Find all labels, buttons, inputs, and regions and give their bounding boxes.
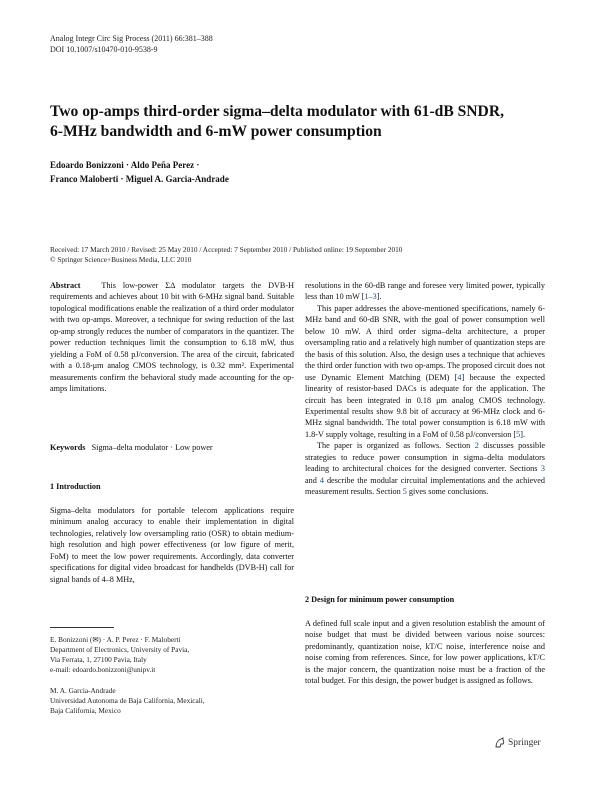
introduction-text — [50, 505, 294, 585]
author-list — [50, 158, 229, 186]
citation-link[interactable]: 1–3 — [364, 292, 377, 302]
affiliation-2-name: M. A. Garcia-Andrade — [50, 686, 116, 695]
abstract-label: Abstract — [50, 281, 81, 290]
keywords-text: Sigma–delta modulator · Low power — [91, 443, 213, 452]
intro-continued-p3: The paper is organized as follows. Section 2 discusses possible strategies to reduce power consumption in sigma–delta modulators leading to architectural choices for the designed converter. Sections 3 and 4 describe the modular circuital implementations and the achieved measurement results. Section 5 gives some conclusions. — [305, 441, 546, 497]
citation-link[interactable]: 5 — [516, 429, 521, 439]
keywords-label: Keywords — [50, 443, 86, 452]
section-link[interactable]: 4 — [319, 475, 324, 485]
publisher-logo — [494, 737, 541, 749]
affiliation-2-university: Universidad Autonoma de Baja California, Mexicali, — [50, 696, 205, 705]
section-heading-introduction: 1 Introduction — [50, 482, 101, 491]
intro-continued — [305, 280, 545, 498]
intro-paragraph: Sigma–delta modulators for portable telecom applications require minimum analog accuracy to enable their implementation in digital technologies, relatively low oversampling ratio (OSR) to obtain medium-high resolution and high power effectiveness (or low figure of merit, FoM) to meet the low power requirements. Accordingly, data converter specifications for digital video broadcast for handhelds (DVB-H) call for signal bands of 4–8 MHz, — [50, 506, 294, 584]
publication-dates — [50, 245, 402, 265]
affiliation-1-email[interactable]: e-mail: edoardo.bonizzoni@unipv.it — [50, 665, 156, 674]
publisher-name: Springer — [508, 738, 541, 748]
intro-continued-p2: This paper addresses the above-mentioned specifications, namely 6-MHz band and 60-dB SNR, with the goal of power consumption well below 10 mW. A third order sigma–delta architecture, a proper oversampling ratio and a relatively high number of quantization steps are the basis of this solution. Also, the design uses a technique that achieves the third order function with two op-amps. The proposed circuit does not use Dynamic Element Matching (DEM) [4] because the expected linearity of resistor-based DACs is adequate for the application. The circuit has been integrated in 0.18 μm analog CMOS technology. Experimental results show 9.8 bit of accuracy at 96-MHz clock and 6-MHz signal bandwidth. The total power consumption is 6.18 mW with 1.8-V supply voltage, resulting in a FoM of 0.58 pJ/conversion [5]. — [305, 303, 545, 439]
footnote-divider — [50, 627, 114, 628]
design-section-text — [305, 618, 545, 687]
affiliation-2 — [50, 686, 205, 716]
journal-header — [50, 33, 213, 55]
affiliation-1-dept: Department of Electronics, University of Pavia, — [50, 645, 190, 654]
abstract — [50, 280, 294, 395]
paper-title: Two op-amps third-order sigma–delta modulator with 61-dB SNDR, 6-MHz bandwidth and 6-mW power consumption — [50, 103, 504, 140]
dates-line: Received: 17 March 2010 / Revised: 25 May 2010 / Accepted: 7 September 2010 / Published online: 19 September 2010 — [50, 245, 403, 254]
intro-continued-p1: resolutions in the 60-dB range and foresee very limited power, typically less than 10 mW [1–3]. — [305, 281, 545, 302]
affiliation-1-address: Via Ferrata, 1, 27100 Pavia, Italy — [50, 655, 147, 664]
affiliation-1 — [50, 635, 189, 675]
design-paragraph: A defined full scale input and a given resolution establish the amount of noise budget that must be divided between various noise sources: predominantly, quantization noise, kT/C noise, interference noise and noise coming from references. Since, for low power applications, kT/C is the major concern, the quantization noise must be a fraction of the total budget. For this design, the power budget is assigned as follows. — [305, 619, 545, 686]
springer-horse-icon — [494, 737, 506, 749]
citation-link[interactable]: 4 — [457, 372, 462, 382]
author-line-1: Edoardo Bonizzoni · Aldo Peña Perez · — [50, 160, 200, 170]
copyright-line: © Springer Science+Business Media, LLC 2010 — [50, 255, 192, 264]
section-link[interactable]: 5 — [402, 487, 407, 497]
keywords — [50, 443, 213, 452]
section-link[interactable]: 2 — [474, 441, 479, 451]
section-link[interactable]: 3 — [540, 464, 545, 474]
abstract-text: This low-power ΣΔ modulator targets the DVB-H requirements and achieves about 10 bit with 6-MHz signal band. Suitable topological modifications enable the realization of a third order modulator with two op-amps. Moreover, a technique for swing reduction of the last op-amp strongly reduces the number of comparators in the quantizer. The power reduction techniques limit the consumption to 6.18 mW, thus yielding a FoM of 0.58 pJ/conversion. The area of the circuit, fabricated with a 0.18-μm analog CMOS technology, is 0.32 mm². Experimental measurements confirm the behavioral study made accounting for the op-amps limitations. — [50, 281, 294, 394]
journal-citation: Analog Integr Circ Sig Process (2011) 66:381–388 — [50, 34, 213, 43]
affiliation-1-names: E. Bonizzoni (✉) · A. P. Perez · F. Maloberti — [50, 635, 181, 644]
doi: DOI 10.1007/s10470-010-9538-9 — [50, 45, 158, 54]
author-line-2: Franco Maloberti · Miguel A. Garcia-Andrade — [50, 174, 229, 184]
section-heading-design: 2 Design for minimum power consumption — [305, 595, 455, 604]
affiliation-2-address: Baja California, Mexico — [50, 706, 121, 715]
